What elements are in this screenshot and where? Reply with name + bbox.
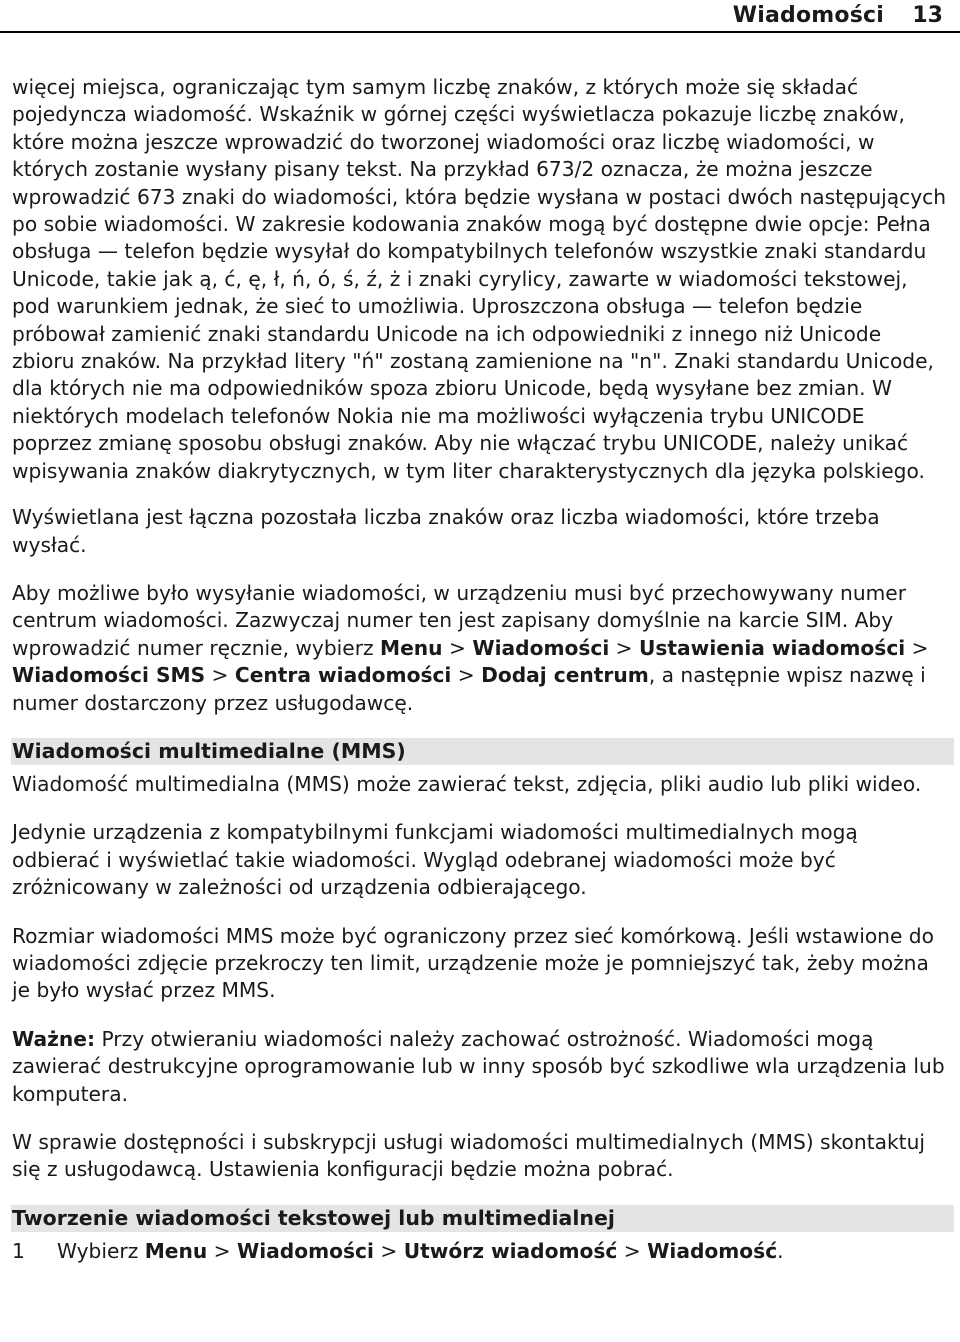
text: , a następnie wpisz nazwę i numer dostarczony przez usługodawcę. — [12, 663, 926, 715]
important-label: Ważne: — [12, 1026, 96, 1051]
page-number: 13 — [912, 3, 943, 28]
list-item-step-1 — [12, 1238, 947, 1265]
step-number: 1 — [12, 1238, 25, 1263]
path-separator: > — [617, 1238, 648, 1263]
menu-path-messages: Wiadomości — [472, 635, 610, 660]
header-title: Wiadomości — [732, 3, 884, 28]
paragraph-mms-content: Wiadomość multimedialna (MMS) może zawierać tekst, zdjęcia, pliki audio lub pliki wideo. — [12, 771, 922, 796]
paragraph-unicode: więcej miejsca, ograniczając tym samym liczbę znaków, z których może się składać pojedyncza wiadomość. Wskaźnik w górnej części wyświetlacza pokazuje liczbę znaków, które można jeszcze wprowadzić do tworzonej wiadomości oraz liczbę wiadomości, w których zostanie wysłany pisany tekst. Na przykład 673/2 oznacza, że można jeszcze wprowadzić 673 znaki do wiadomości, która będzie wysłana w postaci dwóch następujących po sobie wiadomości. W zakresie kodowania znaków mogą być dostępne dwie opcje: Pełna obsługa — telefon będzie wysyłał do kompatybilnych telefonów wszystkie znaki standardu Unicode, takie jak ą, ć, ę, ł, ń, ó, ś, ź, ż i znaki cyrylicy, zawarte w wiadomości tekstowej, pod warunkiem jednak, że sieć to umożliwia. Uproszczona obsługa — telefon będzie próbował zamienić znaki standardu Unicode na ich odpowiedniki z innego niż Unicode zbioru znaków. Na przykład litery "ń" zostaną zamienione na "n". Znaki standardu Unicode, dla których nie ma odpowiedników spoza zbioru Unicode, będą wysyłane bez zmian. W niektórych modelach telefonów Nokia nie ma możliwości wyłączenia trybu UNICODE poprzez zmianę sposobu obsługi znaków. Aby nie włączać trybu UNICODE, należy unikać wpisywania znaków diakrytycznych, w tym liter charakterystycznych dla języka polskiego. — [12, 75, 947, 483]
menu-path-messages: Wiadomości — [237, 1238, 374, 1263]
menu-path-message: Wiadomość — [647, 1238, 778, 1263]
page-content — [12, 74, 947, 1265]
path-separator: > — [207, 1238, 237, 1263]
path-separator: > — [905, 635, 929, 660]
text: . — [777, 1238, 784, 1263]
important-text: Przy otwieraniu wiadomości należy zachować ostrożność. Wiadomości mogą zawierać destrukcyjne oprogramowanie lub w inny sposób być szkodliwe wla urządzenia lub komputera. — [12, 1026, 945, 1106]
section-heading-mms: Wiadomości multimedialne (MMS) — [11, 738, 954, 765]
menu-path-message-settings: Ustawienia wiadomości — [639, 635, 906, 660]
section-heading-create: Tworzenie wiadomości tekstowej lub multimedialnej — [11, 1205, 954, 1232]
path-separator: > — [609, 635, 639, 660]
paragraph-message-center — [12, 580, 947, 717]
text: Aby możliwe było wysyłanie wiadomości, w urządzeniu musi być przechowywany numer centrum wiadomości. Zazwyczaj numer ten jest zapisany domyślnie na karcie SIM. Aby wprowadzić numer ręcznie, wybierz — [12, 580, 906, 660]
page-header — [0, 0, 960, 33]
menu-path-add-center: Dodaj centrum — [481, 663, 649, 688]
paragraph-mms-availability: W sprawie dostępności i subskrypcji usługi wiadomości multimedialnych (MMS) skontaktuj się z usługodawcą. Ustawienia konfiguracji będzie można pobrać. — [12, 1130, 925, 1182]
path-separator: > — [373, 1238, 404, 1263]
path-separator: > — [451, 663, 482, 688]
menu-path-menu: Menu — [144, 1238, 208, 1263]
path-separator: > — [205, 663, 235, 688]
menu-path-message-centers: Centra wiadomości — [234, 663, 452, 688]
paragraph-mms-size: Rozmiar wiadomości MMS może być ograniczony przez sieć komórkową. Jeśli wstawione do wiadomości zdjęcie przekroczy ten limit, urządzenie może je pomniejszyć tak, żeby można je było wysłać przez MMS. — [12, 923, 934, 1003]
path-separator: > — [442, 635, 473, 660]
paragraph-char-count: Wyświetlana jest łączna pozostała liczba znaków oraz liczba wiadomości, które trzeba wysłać. — [12, 505, 880, 557]
menu-path-menu: Menu — [380, 635, 443, 660]
text: Wybierz — [57, 1238, 145, 1263]
step-text — [57, 1238, 784, 1265]
menu-path-sms: Wiadomości SMS — [12, 663, 206, 688]
paragraph-mms-devices: Jedynie urządzenia z kompatybilnymi funkcjami wiadomości multimedialnych mogą odbierać i wyświetlać takie wiadomości. Wygląd odebranej wiadomości może być zróżnicowany w zależności od urządzenia odbierającego. — [12, 820, 858, 900]
menu-path-create-message: Utwórz wiadomość — [403, 1238, 618, 1263]
paragraph-important — [12, 1026, 947, 1108]
